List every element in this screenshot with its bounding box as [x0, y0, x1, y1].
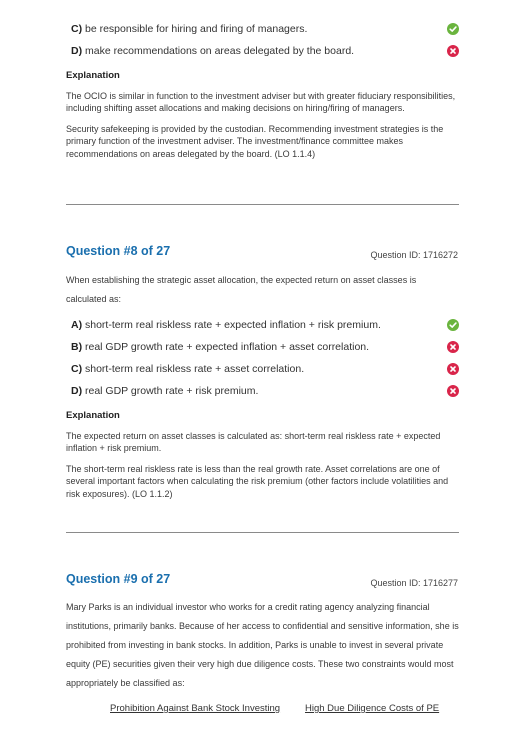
answer-text: make recommendations on areas delegated by the board.: [85, 45, 355, 57]
answer-text: short-term real riskless rate + asset correlation.: [85, 363, 305, 375]
explanation-heading: Explanation: [66, 410, 120, 421]
q8-explanation: [66, 410, 459, 500]
q7-answers: [66, 18, 459, 62]
q8-stem: [66, 271, 459, 309]
question-id: Question ID: 1716272: [370, 250, 458, 260]
question-id: Question ID: 1716277: [370, 578, 458, 588]
column-header: Prohibition Against Bank Stock Investing: [110, 703, 281, 714]
x-circle-icon: [447, 341, 459, 353]
x-circle-icon: [447, 45, 459, 57]
column-header: High Due Diligence Costs of PE: [305, 703, 440, 714]
answer-option: [66, 336, 459, 358]
explanation-paragraph: The short-term real riskless rate is less than the real growth rate. Asset correlations are one of several important factors when calculating the risk premium (other factors include volatilities and risk exposures). (LO 1.1.2): [66, 463, 449, 499]
answer-option: [66, 358, 459, 380]
explanation-heading: Explanation: [66, 70, 120, 81]
explanation-paragraph: The expected return on asset classes is calculated as: short-term real riskless rate + expected inflation + risk premium.: [66, 431, 441, 454]
check-circle-icon: [447, 23, 459, 35]
answer-option: [66, 380, 459, 402]
divider: [66, 532, 459, 533]
answer-letter: A): [71, 319, 85, 331]
answer-letter: C): [71, 23, 85, 35]
q7-explanation: [66, 70, 459, 160]
question-stem: When establishing the strategic asset allocation, the expected return on asset classes is calculated as:: [66, 275, 417, 304]
answer-option: [66, 40, 459, 62]
answer-option: [66, 18, 459, 40]
explanation-paragraph: The OCIO is similar in function to the investment adviser but with greater fiduciary responsibilities, including shifting asset allocations and making decisions on hiring/firing of managers.: [66, 91, 456, 114]
q8-answers: [66, 314, 459, 402]
answer-letter: D): [71, 385, 85, 397]
question-title: Question #9 of 27: [66, 572, 171, 586]
answer-letter: D): [71, 45, 85, 57]
answer-text: real GDP growth rate + risk premium.: [85, 385, 259, 397]
answer-text: short-term real riskless rate + expected inflation + risk premium.: [85, 319, 381, 331]
divider: [66, 204, 459, 205]
check-circle-icon: [447, 319, 459, 331]
answer-option: [66, 314, 459, 336]
explanation-paragraph: Security safekeeping is provided by the custodian. Recommending investment strategies is the primary function of the investment adviser. The investment/finance committee makes recommendations on areas delegated by the board. (LO 1.1.4): [66, 123, 444, 159]
x-circle-icon: [447, 385, 459, 397]
answer-text: be responsible for hiring and firing of managers.: [85, 23, 308, 35]
question-title: Question #8 of 27: [66, 244, 171, 258]
q9-stem: [66, 598, 459, 693]
answer-letter: C): [71, 363, 85, 375]
x-circle-icon: [447, 363, 459, 375]
question-stem: Mary Parks is an individual investor who works for a credit rating agency analyzing financial institutions, primarily banks. Because of her access to confidential and sensitive information, she is prohibited from investing in bank stocks. In addition, Parks is unable to invest in several private equity (PE) securities given their very high due diligence costs. These two constraints would most appropriately be classified as:: [66, 602, 459, 688]
answer-text: real GDP growth rate + expected inflation + asset correlation.: [85, 341, 370, 353]
answer-letter: B): [71, 341, 85, 353]
